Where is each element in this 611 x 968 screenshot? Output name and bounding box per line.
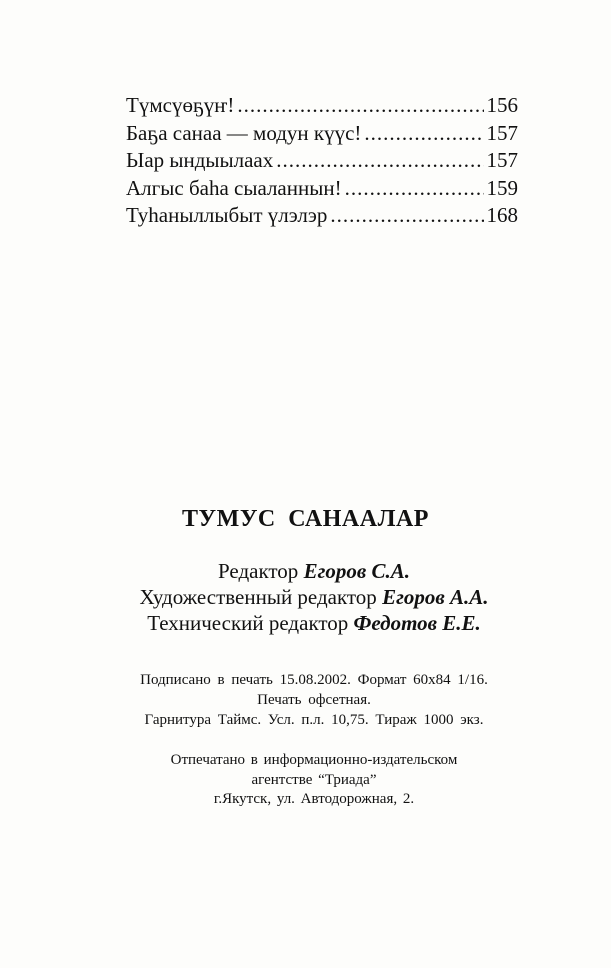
editor-role: Технический редактор bbox=[147, 611, 349, 635]
toc-entry bbox=[126, 175, 518, 203]
toc-entry-title: Түмсүөҕүҥ! bbox=[126, 93, 235, 117]
toc-entry-title: Баҕа санаа — модун күүс! bbox=[126, 120, 362, 145]
toc-entry-page: 157 bbox=[486, 120, 518, 145]
toc-leader-dots bbox=[330, 202, 483, 230]
imprint-details bbox=[0, 670, 611, 730]
toc-entry bbox=[126, 202, 518, 230]
printer-line: г.Якутск, ул. Автодорожная, 2. bbox=[213, 791, 415, 807]
toc-leader-dots bbox=[237, 92, 483, 120]
editor-role: Художественный редактор bbox=[139, 585, 377, 609]
printer-line: Отпечатано в информационно-издательском bbox=[170, 752, 458, 768]
toc-entry bbox=[126, 92, 518, 120]
toc-entry bbox=[126, 147, 518, 175]
toc-entry-title: Алгыс баһа сыаланнын! bbox=[126, 175, 342, 200]
toc-entry-page: 168 bbox=[486, 203, 518, 227]
imprint-line: Гарнитура Таймс. Усл. п.л. 10,75. Тираж 1000 экз. bbox=[144, 712, 484, 728]
editors-credits bbox=[0, 558, 611, 636]
toc-leader-dots bbox=[364, 120, 483, 148]
printer-info bbox=[0, 751, 611, 810]
editor-credit bbox=[0, 584, 611, 610]
toc-entry-page: 156 bbox=[486, 93, 518, 117]
table-of-contents bbox=[126, 92, 518, 230]
imprint-line: Печать офсетная. bbox=[257, 692, 371, 708]
editor-name: Егоров А.А. bbox=[382, 585, 489, 609]
imprint-line: Подписано в печать 15.08.2002. Формат 60х84 1/16. bbox=[140, 672, 488, 688]
toc-entry-page: 159 bbox=[486, 175, 518, 200]
editor-name: Егоров С.А. bbox=[303, 559, 410, 583]
toc-entry bbox=[126, 120, 518, 148]
toc-leader-dots bbox=[345, 175, 484, 203]
editor-role: Редактор bbox=[218, 559, 299, 583]
editor-credit bbox=[0, 610, 611, 636]
toc-entry-page: 157 bbox=[486, 148, 518, 172]
printer-line: агентстве “Триада” bbox=[251, 771, 377, 788]
toc-entry-title: Ыар ындыылаах bbox=[126, 148, 274, 172]
toc-leader-dots bbox=[276, 147, 483, 175]
book-title: ТУМУС САНААЛАР bbox=[182, 506, 429, 532]
editor-credit bbox=[0, 558, 611, 584]
toc-entry-title: Туһаныллыбыт үлэлэр bbox=[126, 203, 328, 227]
editor-name: Федотов Е.Е. bbox=[353, 611, 481, 635]
